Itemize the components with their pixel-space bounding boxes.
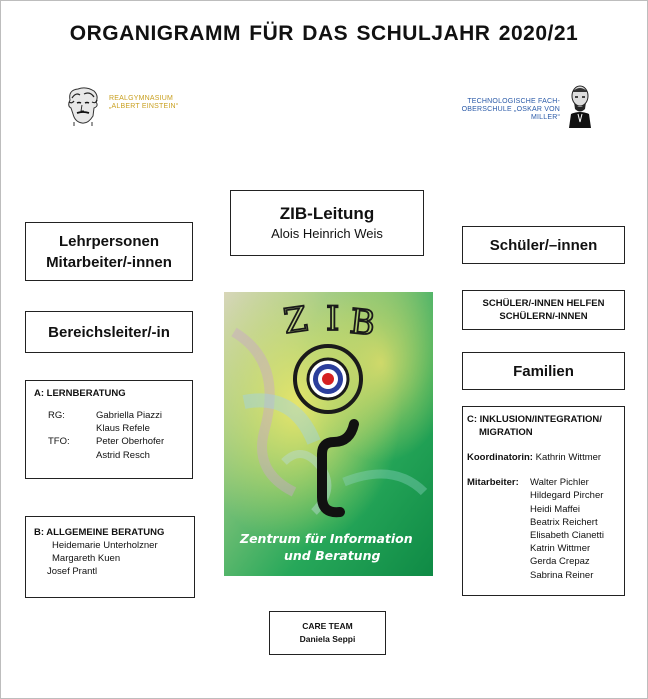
lernberatung-box (25, 380, 193, 479)
zib-leitung-name: Alois Heinrich Weis (271, 226, 383, 241)
lernberatung-row (34, 422, 192, 435)
page-title: ORGANIGRAMM FÜR DAS SCHULJAHR 2020/21 (69, 22, 579, 45)
poster-letter-b: B (347, 301, 377, 345)
mitarbeiter-row (467, 555, 624, 568)
left-logo-line: „ALBERT EINSTEIN“ (109, 103, 179, 110)
familien-box (462, 352, 625, 390)
person-name: Beatrix Reichert (530, 516, 598, 528)
schueler-label: Schüler/–innen (489, 236, 598, 254)
person-name: Hildegard Pircher (530, 490, 604, 502)
zib-poster (224, 292, 433, 576)
poster-letter-i: I (326, 299, 340, 339)
person-name: Gerda Crepaz (530, 556, 590, 568)
schueler-helfen-line: SCHÜLERN/-INNEN (499, 311, 588, 322)
lernberatung-title: A: LERNBERATUNG (34, 388, 126, 399)
bereichsleiter-box (25, 311, 193, 353)
person-name: Walter Pichler (530, 477, 589, 489)
lernberatung-row (34, 409, 192, 422)
inklusion-title: MIGRATION (479, 427, 533, 438)
zib-poster-graphic (224, 292, 433, 576)
schueler-helfen-line: SCHÜLER/-INNEN HELFEN (482, 298, 605, 309)
allgemeine-beratung-title: B: ALLGEMEINE BERATUNG (34, 527, 165, 538)
familien-label: Familien (513, 362, 574, 380)
bereichsleiter-label: Bereichsleiter/-in (48, 323, 170, 341)
person-name: Heidemarie Unterholzner (52, 540, 158, 551)
schueler-box (462, 226, 625, 264)
person-name: Peter Oberhofer (96, 436, 165, 448)
person-name: Sabrina Reiner (530, 569, 594, 581)
schueler-helfen-box (462, 290, 625, 330)
mitarbeiter-row (467, 529, 624, 542)
allgemeine-beratung-box (25, 516, 195, 598)
mitarbeiter-row (467, 542, 624, 555)
right-logo-line: TECHNOLOGISCHE FACH- (467, 98, 560, 105)
group-label: TFO: (48, 436, 70, 448)
mitarbeiter-row (467, 569, 624, 582)
zib-leitung-box (230, 190, 424, 256)
care-team-box (269, 611, 386, 655)
right-logo-line: OBERSCHULE „OSKAR VON MILLER“ (461, 106, 560, 121)
left-logo-text (109, 95, 178, 111)
lehrpersonen-box (25, 222, 193, 281)
poster-line: und Beratung (284, 548, 381, 563)
poster-letter-z: Z (281, 299, 311, 343)
oskar-von-miller-portrait-icon (566, 84, 594, 128)
koordinatorin-label: Koordinatorin: (467, 452, 533, 463)
koordinatorin-row (467, 451, 624, 464)
person-name: Margareth Kuen (52, 553, 121, 565)
group-label: RG: (48, 410, 65, 421)
person-name: Kathrin Wittmer (535, 452, 602, 463)
mitarbeiter-row (467, 503, 624, 516)
lehrpersonen-line: Lehrpersonen (58, 232, 160, 250)
person-name: Josef Prantl (47, 566, 98, 578)
lehrpersonen-line: Mitarbeiter/-innen (46, 253, 172, 271)
left-logo-line: REALGYMNASIUM (109, 95, 174, 102)
person-name: Heidi Maffei (530, 503, 580, 515)
right-logo-text (448, 98, 560, 122)
care-team-title: CARE TEAM (302, 621, 353, 631)
lernberatung-row (34, 435, 192, 448)
zib-leitung-title: ZIB-Leitung (279, 204, 375, 223)
person-name: Klaus Refele (96, 423, 150, 435)
person-name: Elisabeth Cianetti (530, 529, 604, 541)
person-name: Gabriella Piazzi (96, 410, 162, 421)
mitarbeiter-row (467, 476, 624, 489)
mitarbeiter-row (467, 516, 624, 529)
mitarbeiter-label: Mitarbeiter: (467, 477, 519, 489)
poster-line: Zentrum für Information (240, 531, 413, 546)
inklusion-title: C: INKLUSION/INTEGRATION/ (467, 414, 602, 425)
mitarbeiter-row (467, 489, 624, 502)
einstein-portrait-icon (66, 86, 100, 126)
lernberatung-row (34, 449, 192, 462)
person-name: Katrin Wittmer (530, 543, 591, 555)
care-team-name: Daniela Seppi (299, 634, 356, 644)
person-name: Astrid Resch (96, 449, 150, 461)
inklusion-box (462, 406, 625, 596)
